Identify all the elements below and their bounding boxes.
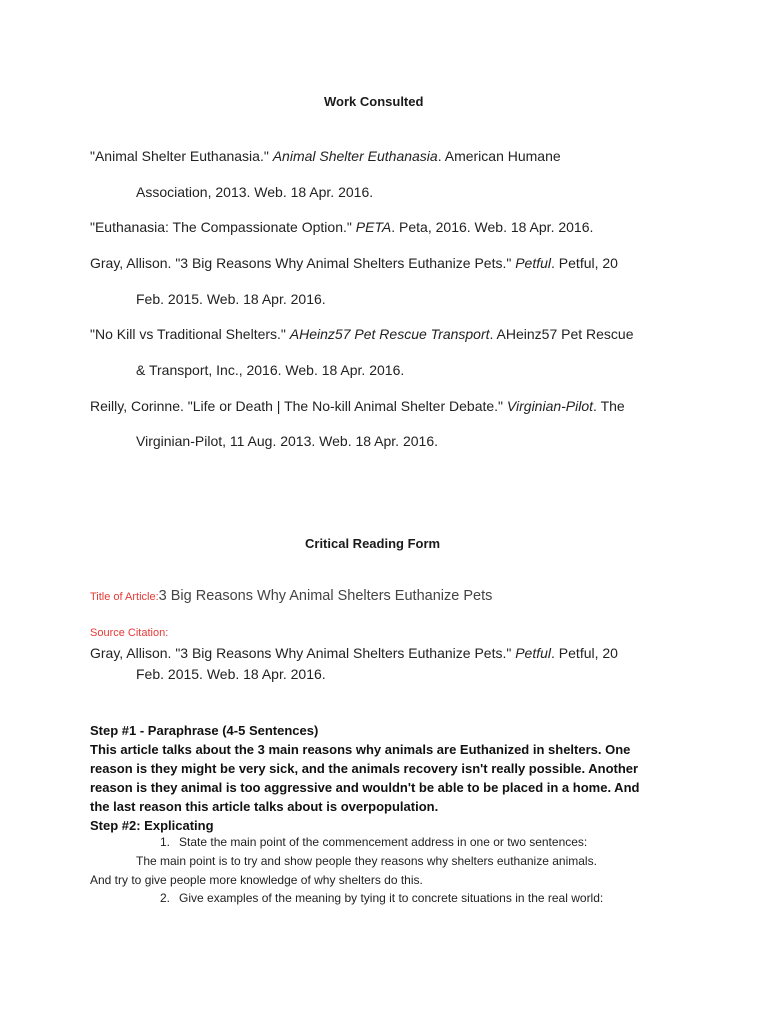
citation-1-line-1 <box>90 148 561 164</box>
step2-heading: Step #2: Explicating <box>90 818 214 833</box>
step1-line-3: reason is they animal is too aggressive and wouldn't be able to be placed in a home. And <box>90 780 640 795</box>
citation-text: . The <box>593 398 625 414</box>
answer-1-line-1: The main point is to try and show people they reasons why shelters euthanize animals. <box>136 854 597 868</box>
source-citation-line-1 <box>90 645 618 661</box>
citation-source-title: Virginian-Pilot <box>506 398 594 414</box>
citation-source-title: Animal Shelter Euthanasia <box>272 148 438 164</box>
citation-text: "Animal Shelter Euthanasia." <box>90 148 273 164</box>
citation-text: . Petful, 20 <box>551 255 618 271</box>
step1-line-4: the last reason this article talks about is overpopulation. <box>90 799 439 814</box>
step1-line-2: reason is they might be very sick, and the animals recovery isn't really possible. Another <box>90 761 639 776</box>
citation-text: Reilly, Corinne. "Life or Death | The No-kill Animal Shelter Debate." <box>90 398 507 414</box>
question-2 <box>160 891 603 905</box>
question-2-number: 2. <box>160 891 171 905</box>
source-citation-label: Source Citation: <box>90 627 169 639</box>
citation-text: . Peta, 2016. Web. 18 Apr. 2016. <box>391 219 594 235</box>
citation-5-line-1 <box>90 398 625 414</box>
citation-1-line-2: Association, 2013. Web. 18 Apr. 2016. <box>136 184 374 200</box>
citation-text: . AHeinz57 Pet Rescue <box>489 326 634 342</box>
citation-text: Gray, Allison. "3 Big Reasons Why Animal Shelters Euthanize Pets." <box>90 255 516 271</box>
citation-source-title: Petful <box>515 255 552 271</box>
article-title-label: Title of Article: <box>90 591 159 603</box>
citation-4-line-1 <box>90 326 634 342</box>
article-title-row <box>90 587 492 605</box>
critical-reading-heading: Critical Reading Form <box>305 536 441 551</box>
source-citation-line-2: Feb. 2015. Web. 18 Apr. 2016. <box>136 666 326 682</box>
question-2-text: Give examples of the meaning by tying it to concrete situations in the real world: <box>179 891 604 905</box>
citation-source-title: Petful <box>515 645 552 661</box>
citation-5-line-2: Virginian-Pilot, 11 Aug. 2013. Web. 18 Apr. 2016. <box>136 433 438 449</box>
citation-text: . Petful, 20 <box>551 645 618 661</box>
question-1-text: State the main point of the commencement address in one or two sentences: <box>179 835 588 849</box>
question-1-number: 1. <box>160 835 171 849</box>
citation-2-line-1 <box>90 219 593 235</box>
citation-source-title: PETA <box>355 219 392 235</box>
citation-4-line-2: & Transport, Inc., 2016. Web. 18 Apr. 2016. <box>136 362 405 378</box>
citation-3-line-1 <box>90 255 618 271</box>
citation-text: . American Humane <box>437 148 561 164</box>
citation-source-title: AHeinz57 Pet Rescue Transport <box>289 326 490 342</box>
answer-1-line-2: And try to give people more knowledge of why shelters do this. <box>90 873 423 887</box>
citation-text: Gray, Allison. "3 Big Reasons Why Animal Shelters Euthanize Pets." <box>90 645 516 661</box>
step1-heading: Step #1 - Paraphrase (4-5 Sentences) <box>90 723 319 738</box>
question-1 <box>160 835 587 849</box>
article-title-value: 3 Big Reasons Why Animal Shelters Euthanize Pets <box>158 588 493 604</box>
citation-text: "Euthanasia: The Compassionate Option." <box>90 219 356 235</box>
step1-line-1: This article talks about the 3 main reasons why animals are Euthanized in shelters. One <box>90 742 631 757</box>
citation-3-line-2: Feb. 2015. Web. 18 Apr. 2016. <box>136 291 326 307</box>
citation-text: "No Kill vs Traditional Shelters." <box>90 326 290 342</box>
works-consulted-heading: Work Consulted <box>324 94 424 109</box>
